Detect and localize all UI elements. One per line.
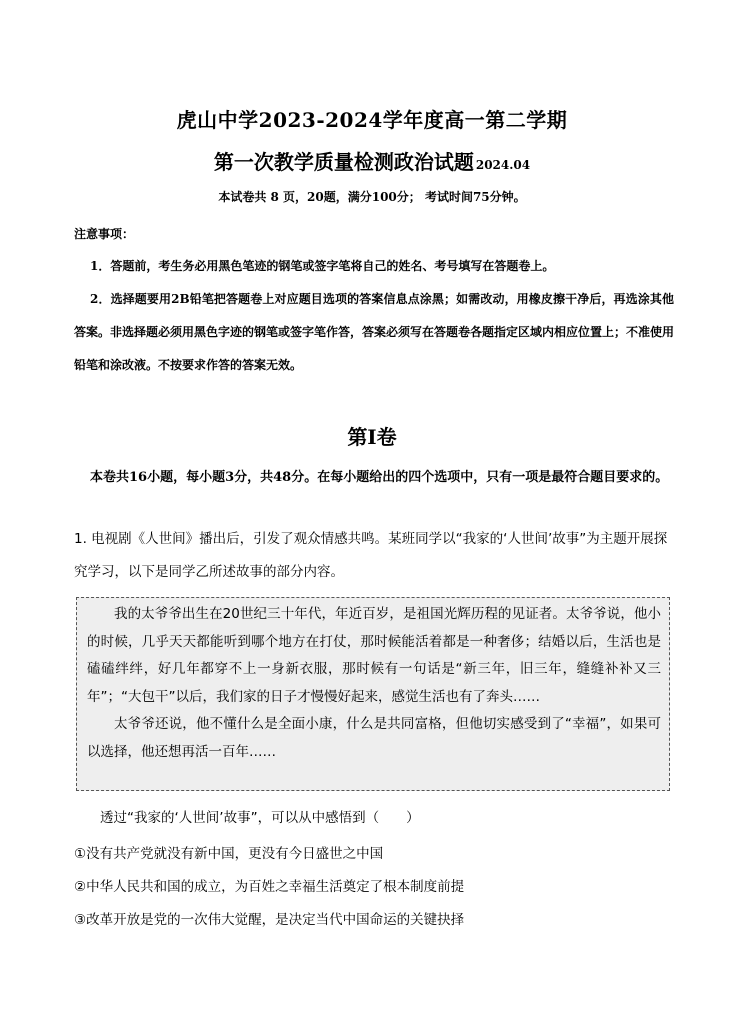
story-paragraph-2: 太爷爷还说，他不懂什么是全面小康，什么是共同富格，但他切实感受到了“幸福”，如果可以选择，他还想再活一百年…… [87, 716, 661, 760]
option-1: ①没有共产党就没有新中国，更没有今日盛世之中国 [74, 846, 384, 862]
option-2: ②中华人民共和国的成立，为百姓之幸福生活奠定了根本制度前提 [74, 879, 465, 895]
question-1-stem: 1. 电视剧《人世间》播出后，引发了观众情感共鸣。某班同学以“我家的‘人世间’故事”为主题开展探究学习，以下是同学乙所述故事的部分内容。 [74, 531, 668, 580]
story-box [76, 597, 670, 791]
notice-item-2: 2．选择题要用2B铅笔把答题卷上对应题目选项的答案信息点涂黑；如需改动，用橡皮擦干净后，再选涂其他答案。非选择题必须用黑色字迹的钢笔或签字笔作答，答案必须写在答题卷各题指定区域内相应位置上；不准使用铅笔和涂改液。不按要求作答的答案无效。 [74, 292, 675, 372]
exam-date: 2024.04 [475, 158, 531, 172]
exam-subtitle [0, 146, 744, 175]
notice-item-1: 1．答题前，考生务必用黑色笔迹的钢笔或签字笔将自己的姓名、考号填写在答题卷上。 [90, 259, 555, 273]
option-3: ③改革开放是党的一次伟大觉醒，是决定当代中国命运的关键抉择 [74, 912, 465, 928]
section-intro: 本卷共16小题，每小题3分，共48分。在每小题给出的四个选项中，只有一项是最符合题目要求的。 [90, 470, 669, 485]
exam-title: 虎山中学2023-2024学年度高一第二学期 [176, 108, 568, 132]
section-title: 第I卷 [347, 425, 397, 449]
story-paragraph-1: 我的太爷爷出生在20世纪三十年代，年近百岁，是祖国光辉历程的见证者。太爷爷说，他小的时候，几乎天天都能听到哪个地方在打仗，那时候能活着都是一种奢侈；结婚以后，生活也是磕磕绊绊，好几年都穿不上一身新衣服，那时候有一句话是“新三年，旧三年，缝缝补补又三年”；“大包干”以后，我们家的日子才慢慢好起来，感觉生活也有了奔头…… [87, 606, 661, 705]
notice-heading: 注意事项： [74, 227, 135, 241]
question-1-ask: 透过“我家的‘人世间’故事”，可以从中感悟到（ ） [100, 810, 420, 826]
exam-subtitle-text: 第一次教学质量检测政治试题 [213, 150, 474, 174]
exam-meta: 本试卷共 8 页，20题，满分100分； 考试时间75分钟。 [218, 190, 526, 204]
